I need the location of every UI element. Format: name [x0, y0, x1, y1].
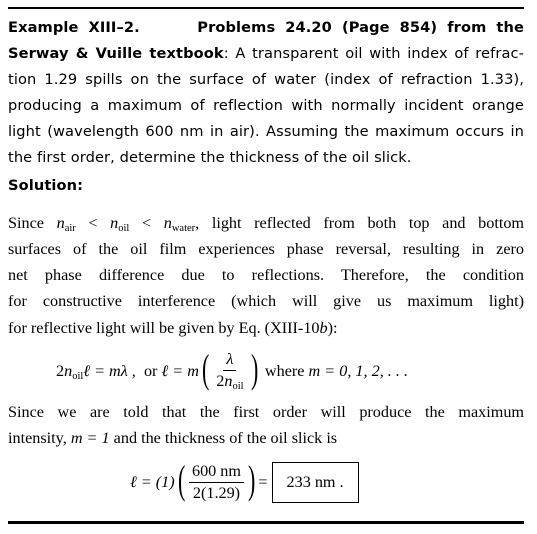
eq1-ell-2: ℓ — [161, 361, 169, 380]
top-rule — [8, 7, 524, 9]
eq2-fraction — [189, 462, 244, 503]
eq1-equals-m: = m — [172, 361, 199, 380]
solution-line-3 — [8, 265, 524, 285]
eq1-coefficient: 2 — [56, 361, 65, 380]
eq1-or: or — [143, 361, 158, 380]
eq1-m-values: m = 0, 1, 2, . . . — [308, 361, 409, 380]
problem-line-2 — [8, 44, 524, 64]
problem-text-4: light (wavelength 600 nm in air). Assuming the maximum occurs in — [8, 123, 524, 140]
eq1-fraction-group — [199, 346, 261, 393]
eq1-m-lambda: = mλ , — [94, 361, 136, 380]
eq2-left-paren: ( — [177, 457, 185, 502]
textbook-name: Serway & Vuille textbook — [8, 45, 224, 62]
example-label: Example XIII–2. — [8, 19, 140, 36]
eq1-n-oil: noil — [64, 361, 84, 382]
solution-text-1: , light reflected from both top and bottom — [195, 214, 525, 232]
problem-text-3: producing a maximum of reflection with normally incident orange — [8, 97, 524, 114]
solution-text-3: net phase difference due to reflections. Therefore, the condition — [8, 266, 524, 284]
problem-text-5: the first order, determine the thickness of the oil slick. — [8, 149, 412, 166]
eq2-numerator: 600 nm — [189, 462, 244, 483]
problem-text-1: : A transparent oil with index of refrac- — [223, 45, 524, 62]
solution-text-4: for constructive interference (which will give us maximum light) — [8, 292, 524, 310]
problem-line-5 — [8, 122, 524, 142]
eq1-fraction — [213, 350, 246, 393]
solution-text-7-post: and the thickness of the oil slick is — [113, 429, 338, 447]
solution-text-5: for reflective light will be given by Eq. (XIII-10 — [8, 319, 320, 337]
bottom-rule — [8, 521, 524, 524]
solution-line-5 — [8, 318, 524, 338]
eq1-where: where — [264, 361, 305, 380]
eq1-denominator: 2noil — [216, 371, 244, 392]
interference-equation — [56, 346, 408, 396]
equation-ref-letter: b — [319, 319, 328, 337]
problem-reference: Problems 24.20 (Page 854) from the — [197, 19, 524, 36]
eq2-fraction-group — [175, 457, 259, 503]
eq2-right-paren: ) — [247, 457, 256, 502]
m-equals-one: m = 1 — [70, 429, 110, 447]
solution-line-7 — [8, 428, 524, 448]
less-than-2: < — [141, 214, 152, 232]
solution-line-2 — [8, 239, 524, 259]
eq1-ell: ℓ — [83, 361, 91, 380]
eq2-denominator: 2(1.29) — [192, 483, 241, 502]
less-than-1: < — [88, 214, 98, 232]
left-paren: ( — [201, 346, 210, 391]
problem-line-3 — [8, 70, 524, 90]
thickness-equation — [130, 456, 359, 508]
solution-line-4 — [8, 291, 524, 311]
result-box: 233 nm . — [272, 462, 359, 503]
problem-line-1 — [8, 18, 524, 38]
n-water-symbol: nwater — [163, 214, 196, 234]
since-word: Since — [8, 214, 44, 232]
right-paren: ) — [250, 346, 258, 391]
n-air-symbol: nair — [56, 214, 76, 234]
solution-line-1 — [8, 213, 524, 236]
eq2-equals: = — [258, 472, 268, 491]
document-page — [8, 0, 524, 534]
solution-heading: Solution: — [8, 177, 84, 194]
solution-text-6: Since we are told that the first order will produce the maximum — [8, 403, 524, 421]
solution-text-5-end: ): — [327, 319, 338, 337]
n-oil-symbol: noil — [110, 214, 130, 234]
solution-line-6 — [8, 402, 524, 422]
solution-text-2: surfaces of the oil film experiences phase reversal, resulting in zero — [8, 240, 524, 258]
problem-line-6 — [8, 148, 524, 168]
problem-text-2: tion 1.29 spills on the surface of water (index of refraction 1.33), — [8, 71, 524, 88]
solution-text-7-pre: intensity, — [8, 429, 67, 447]
eq1-numerator: λ — [223, 350, 236, 371]
problem-line-4 — [8, 96, 524, 116]
eq2-lhs: ℓ = (1) — [130, 472, 175, 491]
